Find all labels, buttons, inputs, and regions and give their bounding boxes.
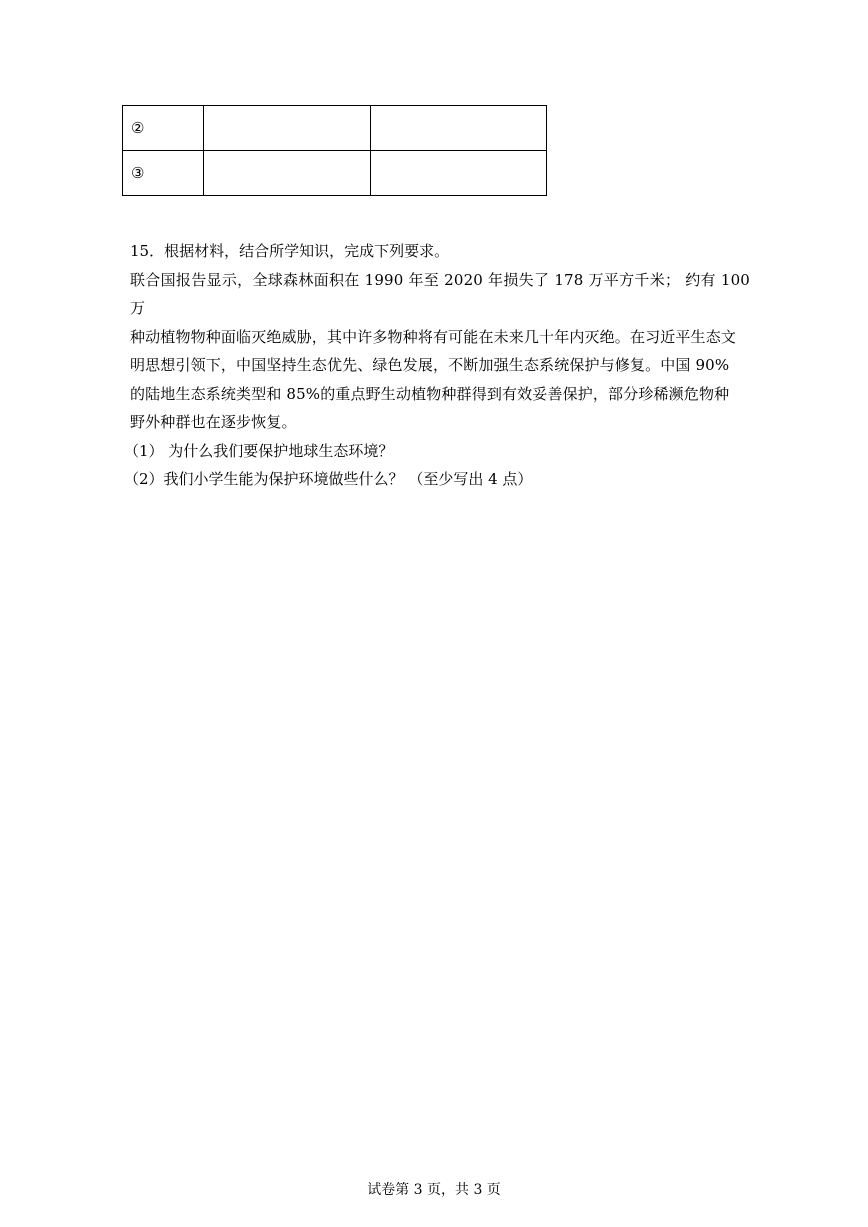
material-line: 的陆地生态系统类型和 85%的重点野生动植物种群得到有效妥善保护，部分珍稀濒危物种 bbox=[130, 384, 730, 403]
material-line: 种动植物物种面临灭绝威胁，其中许多物种将有可能在未来几十年内灭绝。在习近平生态文 bbox=[130, 327, 737, 346]
question-15 bbox=[124, 237, 750, 494]
page-footer: 试卷第 3 页，共 3 页 bbox=[367, 1182, 501, 1198]
answer-table bbox=[122, 105, 547, 196]
row-label: ③ bbox=[123, 151, 204, 196]
material-line: 联合国报告显示，全球森林面积在 1990 年至 2020 年损失了 178 万平方千米； 约有 100 万 bbox=[130, 270, 750, 317]
table-row bbox=[123, 106, 547, 151]
answer-cell[interactable] bbox=[370, 151, 546, 196]
answer-cell[interactable] bbox=[204, 106, 370, 151]
row-label: ② bbox=[123, 106, 204, 151]
sub-question-2: （2）我们小学生能为保护环境做些什么？ （至少写出 4 点） bbox=[124, 470, 533, 488]
answer-cell[interactable] bbox=[370, 106, 546, 151]
material-line: 野外种群也在逐步恢复。 bbox=[130, 413, 297, 431]
sub-question-1: （1） 为什么我们要保护地球生态环境？ bbox=[124, 441, 394, 460]
table-row bbox=[123, 151, 547, 196]
question-title: 15．根据材料，结合所学知识，完成下列要求。 bbox=[130, 242, 450, 260]
answer-cell[interactable] bbox=[204, 151, 370, 196]
material-line: 明思想引领下，中国坚持生态优先、绿色发展，不断加强生态系统保护与修复。中国 90% bbox=[130, 356, 730, 374]
